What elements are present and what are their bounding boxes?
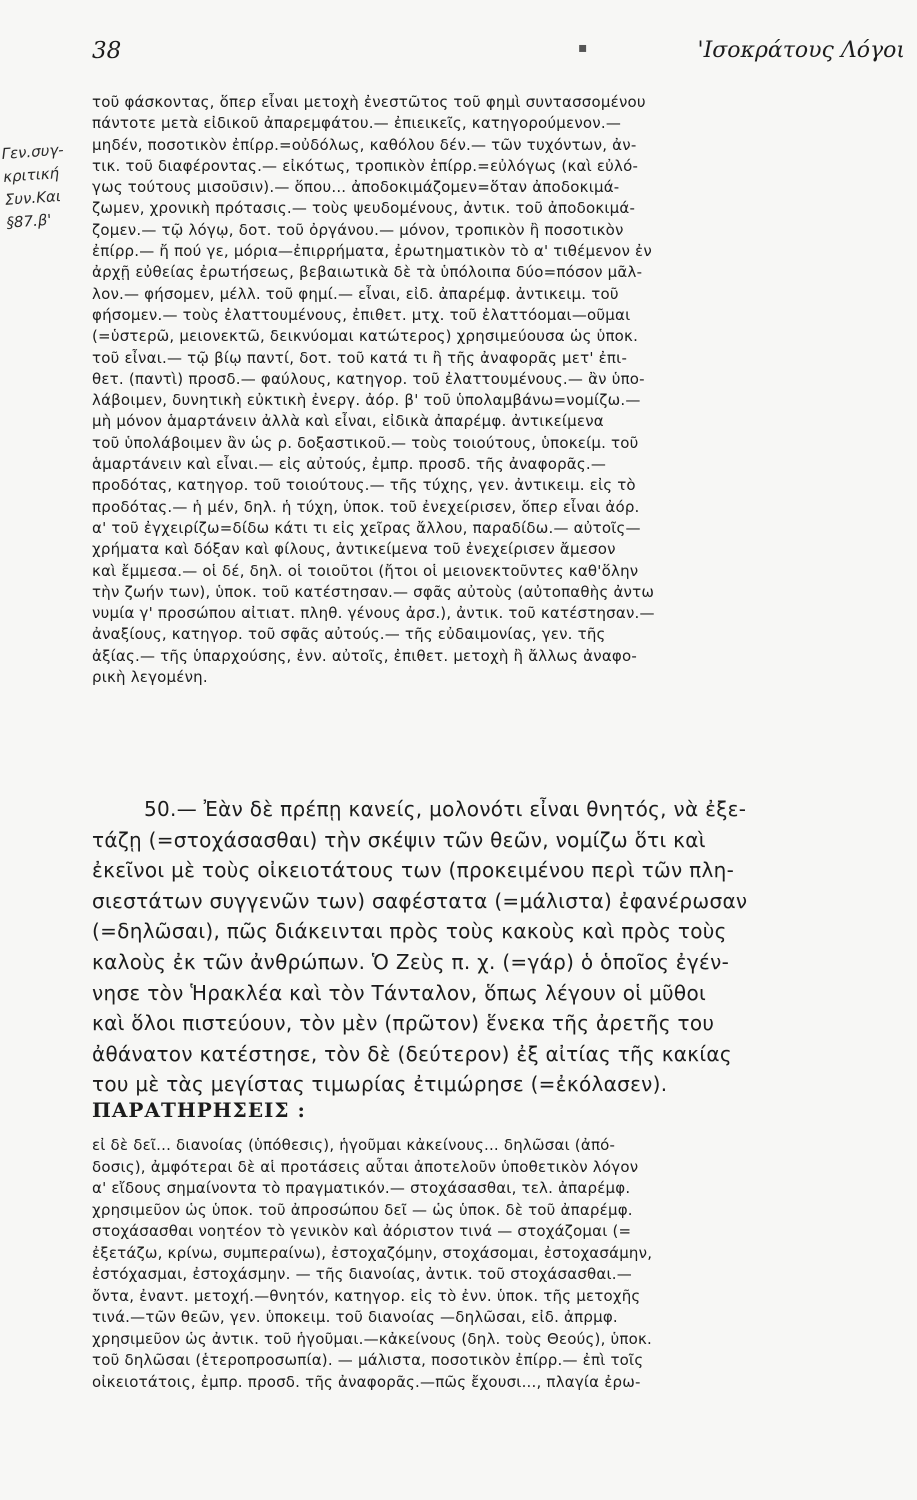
observations-heading: ΠΑΡΑΤΗΡΗΣΕΙΣ : [92,1098,306,1122]
observation-line: οἰκειοτάτοις, ἐμπρ. προσδ. τῆς ἀναφορᾶς.—πῶς ἔχουσι..., πλαγία ἐρω- [92,1372,641,1391]
notes-line: ἐπίρρ.— ἤ πού γε, μόρια—ἐπιρρήματα, ἐρωτηματικὸν τὸ α' τιθέμενον ἐν [92,242,652,261]
notes-line: πάντοτε μετὰ εἰδικοῦ ἀπαρεμφάτου.— ἐπιεικεῖς, κατηγορούμενον.— [92,114,622,133]
margin-note-line: §87.β' [5,210,53,232]
notes-line: τὴν ζωήν των), ὑποκ. τοῦ κατέστησαν.— σφᾶς αὐτοὺς (αὐτοπαθὴς ἀντω [92,582,655,601]
main-line: σιεστάτων συγγενῶν των) σαφέστατα (=μάλιστα) ἐφανέρωσαν [92,888,748,913]
notes-line: ζομεν.— τῷ λόγῳ, δοτ. τοῦ ὀργάνου.— μόνον, τροπικὸν ἢ ποσοτικὸν [92,220,624,239]
margin-note-line: Συν.Και [4,187,62,209]
printer-mark: ▪ [578,40,588,56]
notes-line: φήσομεν.— τοὺς ἐλαττουμένους, ἐπιθετ. μτχ. τοῦ ἐλαττόομαι—οῦμαι [92,305,631,324]
main-line: ἐκεῖνοι μὲ τοὺς οἰκειοτάτους των (προκειμένου περὶ τῶν πλη- [92,858,735,883]
notes-line: μὴ μόνον ἁμαρτάνειν ἀλλὰ καὶ εἶναι, εἰδικὰ ἀπαρέμφ. ἀντικείμενα [92,412,604,431]
main-line: καὶ ὅλοι πιστεύουν, τὸν μὲν (πρῶτον) ἕνεκα τῆς ἀρετῆς του [92,1011,715,1036]
notes-line: ἀξίας.— τῆς ὑπαρχούσης, ἐνν. αὐτοῖς, ἐπιθετ. μετοχὴ ἢ ἄλλως ἀναφο- [92,646,638,665]
notes-line: τοῦ ὑπολάβοιμεν ἂν ὡς ρ. δοξαστικοῦ.— τοὺς τοιούτους, ὑποκείμ. τοῦ [92,433,639,452]
observation-line: χρησιμεῦον ὡς ἀντικ. τοῦ ἡγοῦμαι.—κἀκείνους (δηλ. τοὺς Θεούς), ὑποκ. [92,1329,653,1348]
main-line: καλοὺς ἐκ τῶν ἀνθρώπων. Ὁ Ζεὺς π. χ. (=γάρ) ὁ ὁποῖος ἐγέν- [92,949,730,974]
notes-line: καὶ ἔμμεσα.— οἱ δέ, δηλ. οἱ τοιοῦτοι (ἤτοι οἱ μειονεκτοῦντες καθ'ὅλην [92,561,639,580]
notes-line: ἁμαρτάνειν καὶ εἶναι.— εἰς αὐτούς, ἐμπρ. προσδ. τῆς ἀναφορᾶς.— [92,455,607,474]
notes-line: χρήματα καὶ δόξαν καὶ φίλους, ἀντικείμενα τοῦ ἐνεχείρισεν ἄμεσον [92,540,616,559]
observation-line: χρησιμεῦον ὡς ὑποκ. τοῦ ἀπροσώπου δεῖ — ὡς ὑποκ. δὲ τοῦ ἀπαρέμφ. [92,1200,633,1219]
main-line: 50.— Ἐὰν δὲ πρέπῃ κανείς, μολονότι εἶναι θνητός, νὰ ἐξε- [144,797,747,821]
observations-notes [92,1135,912,1393]
main-line: νησε τὸν Ἡρακλέα καὶ τὸν Τάνταλον, ὅπως λέγουν οἱ μῦθοι [92,980,707,1005]
notes-line: μηδέν, ποσοτικὸν ἐπίρρ.=οὐδόλως, καθόλου δέν.— τῶν τυχόντων, ἀν- [92,135,637,154]
observation-line: τινά.—τῶν θεῶν, γεν. ὑποκειμ. τοῦ διανοίας —δηλῶσαι, εἰδ. ἀπρμφ. [92,1308,618,1326]
notes-line: γως τούτους μισοῦσιν).— ὅπου... ἀποδοκιμάζομεν=ὅταν ἀποδοκιμά- [92,178,620,197]
handwritten-margin-note [1,137,91,235]
observation-line: ἐξετάζω, κρίνω, συμπεραίνω), ἐστοχαζόμην, στοχάσομαι, ἐστοχασάμην, [92,1243,653,1262]
margin-note-line: Γεν.συγ- [1,140,65,163]
notes-line: θετ. (παντὶ) προσδ.— φαύλους, κατηγορ. τοῦ ἐλαττουμένους.— ἂν ὑπο- [92,369,645,388]
page-number: 38 [92,38,122,64]
main-line: του μὲ τὰς μεγίστας τιμωρίας ἐτιμώρησε (=ἐκόλασεν). [92,1072,668,1097]
observation-line: α' εἴδους σημαίνοντα τὸ πραγματικόν.— στοχάσασθαι, τελ. ἀπαρέμφ. [92,1179,631,1197]
notes-line: ρικὴ λεγομένη. [92,668,208,687]
observation-line: ὄντα, ἐναντ. μετοχή.—θνητόν, κατηγορ. εἰς τὸ ἐνν. ὑποκ. τῆς μετοχῆς [92,1286,641,1305]
notes-line: προδότας.— ἡ μέν, δηλ. ἡ τύχη, ὑποκ. τοῦ ἐνεχείρισεν, ὅπερ εἶναι ἀόρ. [92,497,640,516]
notes-line: νυμία γ' προσώπου αἰτιατ. πληθ. γένους ἀρσ.), ἀντικ. τοῦ κατέστησαν.— [92,604,655,623]
notes-line: λον.— φήσομεν, μέλλ. τοῦ φημί.— εἶναι, εἰδ. ἀπαρέμφ. ἀντικειμ. τοῦ [92,284,619,303]
notes-line: ἀναξίους, κατηγορ. τοῦ σφᾶς αὐτούς.— τῆς εὐδαιμονίας, γεν. τῆς [92,625,606,644]
notes-line: λάβοιμεν, δυνητικὴ εὐκτικὴ ἐνεργ. ἀόρ. β' τοῦ ὑπολαμβάνω=νομίζω.— [92,391,641,410]
notes-line: τοῦ εἶναι.— τῷ βίῳ παντί, δοτ. τοῦ κατά τι ἢ τῆς ἀναφορᾶς μετ' ἐπι- [92,348,628,367]
grammar-notes [92,92,912,688]
page-header [92,38,905,68]
notes-line: α' τοῦ ἐγχειρίζω=δίδω κάτι τι εἰς χεῖρας ἄλλου, παραδίδω.— αὐτοῖς— [92,518,641,537]
observation-line: στοχάσασθαι νοητέον τὸ γενικὸν καὶ ἀόριστον τινά — στοχάζομαι (= [92,1222,632,1240]
main-line: (=δηλῶσαι), πῶς διάκεινται πρὸς τοὺς κακοὺς καὶ πρὸς τοὺς [92,919,727,944]
observation-line: τοῦ δηλῶσαι (ἑτεροπροσωπία). — μάλιστα, ποσοτικὸν ἐπίρρ.— ἐπὶ τοῖς [92,1351,644,1369]
margin-note-line: κριτική [2,164,60,186]
main-line: ἀθάνατον κατέστησε, τὸν δὲ (δεύτερον) ἐξ αἰτίας τῆς κακίας [92,1041,732,1066]
translation-paragraph [92,794,912,1100]
observation-line: δοσις), ἀμφότεραι δὲ αἱ προτάσεις αὗται ἀποτελοῦν ὑποθετικὸν λόγον [92,1157,639,1176]
observation-line: ἐστόχασμαι, ἐστοχάσμην. — τῆς διανοίας, ἀντικ. τοῦ στοχάσασθαι.— [92,1265,632,1283]
notes-line: (=ὑστερῶ, μειονεκτῶ, δεικνύομαι κατώτερος) χρησιμεύουσα ὡς ὑποκ. [92,327,639,346]
notes-line: ἀρχῇ εὐθείας ἐρωτήσεως, βεβαιωτικὰ δὲ τὰ ὑπόλοιπα δύο=πόσον μᾶλ- [92,263,643,282]
notes-line: προδότας, κατηγορ. τοῦ τοιούτους.— τῆς τύχης, γεν. ἀντικειμ. εἰς τὸ [92,476,636,495]
notes-line: τικ. τοῦ διαφέροντας.— εἰκότως, τροπικὸν ἐπίρρ.=εὐλόγως (καὶ εὐλό- [92,156,639,175]
notes-line: ζωμεν, χρονικὴ πρότασις.— τοὺς ψευδομένους, ἀντικ. τοῦ ἀποδοκιμά- [92,199,636,218]
running-title: 'Ισοκράτους Λόγοι [697,38,905,63]
notes-line: τοῦ φάσκοντας, ὅπερ εἶναι μετοχὴ ἐνεστῶτος τοῦ φημὶ συντασσομένου [92,93,646,111]
observation-line: εἰ δὲ δεῖ... διανοίας (ὑπόθεσις), ἡγοῦμαι κἀκείνους... δηλῶσαι (ἀπό- [92,1136,616,1154]
main-line: τάζῃ (=στοχάσασθαι) τὴν σκέψιν τῶν θεῶν, νομίζω ὅτι καὶ [92,827,706,852]
